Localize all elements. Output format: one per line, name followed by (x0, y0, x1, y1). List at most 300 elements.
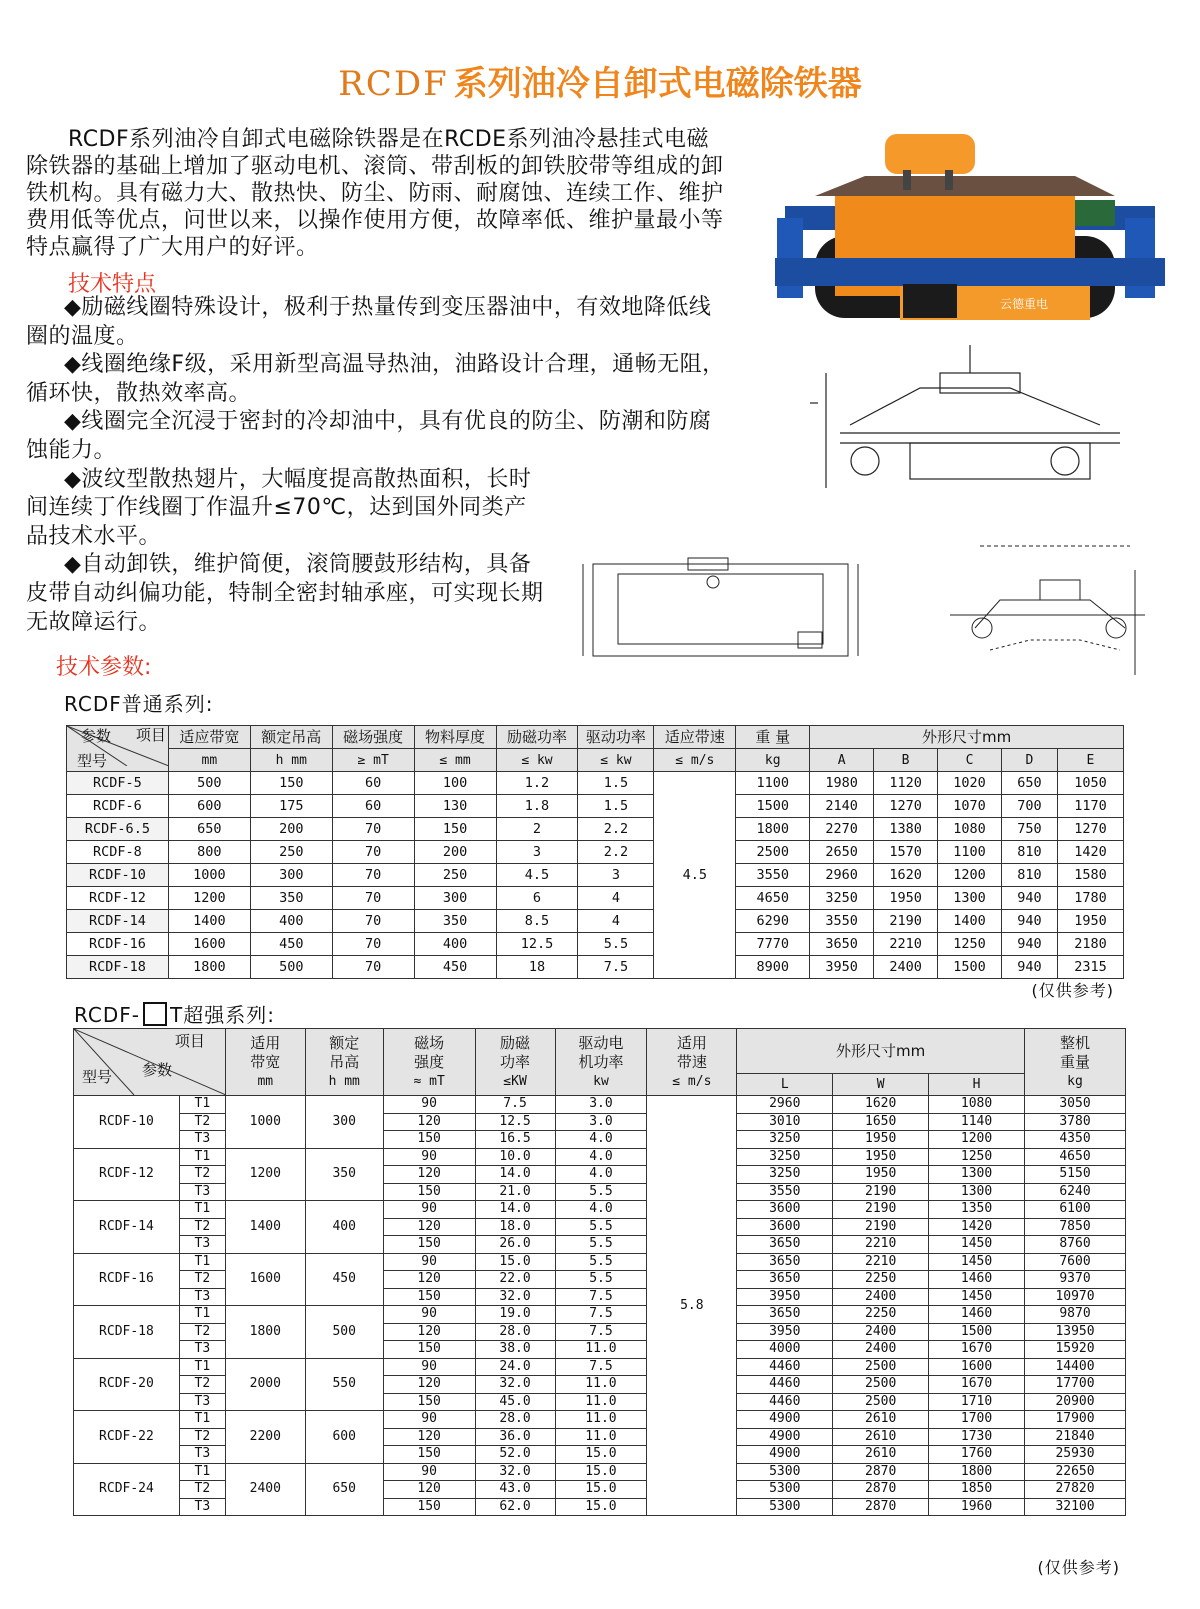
col-header: 重 量 (736, 726, 810, 749)
table-cell: 43.0 (475, 1481, 555, 1499)
table-row (74, 1148, 1126, 1166)
hang-height-cell: 300 (305, 1096, 383, 1149)
table-cell: 130 (414, 795, 496, 818)
corner-item-label: 项目 (135, 726, 166, 744)
table-cell: 2190 (833, 1201, 929, 1219)
col-header (1025, 1029, 1126, 1096)
table-cell: 3050 (1025, 1096, 1126, 1114)
table-cell: 70 (332, 910, 414, 933)
table-cell: 2270 (810, 818, 874, 841)
table-cell: 2610 (833, 1428, 929, 1446)
grade-cell: T2 (179, 1218, 225, 1236)
table-cell: 5.5 (555, 1236, 647, 1254)
model-cell: RCDF-16 (67, 933, 169, 956)
col-unit: ≤ m/s (654, 749, 736, 772)
table-cell: 1800 (736, 818, 810, 841)
table-row (67, 887, 1124, 910)
grade-cell: T1 (179, 1096, 225, 1114)
table-cell: 12.5 (496, 933, 578, 956)
table-cell: 1730 (929, 1428, 1025, 1446)
blank-box (143, 1002, 167, 1026)
table-cell: 3 (578, 864, 654, 887)
table-cell: 3250 (810, 887, 874, 910)
table-cell: 300 (250, 864, 332, 887)
col-header (647, 1029, 737, 1096)
col-unit: h mm (328, 1073, 360, 1089)
table-cell: 120 (383, 1428, 475, 1446)
col-unit: ≤ kw (496, 749, 578, 772)
table-cell: 2870 (833, 1498, 929, 1516)
table-cell: 3650 (737, 1253, 833, 1271)
side-view-drawing (810, 343, 1140, 503)
table-row (67, 933, 1124, 956)
table-cell: 3780 (1025, 1113, 1126, 1131)
col-unit: kw (593, 1073, 609, 1089)
table-cell: 25930 (1025, 1446, 1126, 1464)
table-cell: 4 (578, 910, 654, 933)
table-cell: 1600 (929, 1358, 1025, 1376)
table-cell: 1700 (929, 1411, 1025, 1429)
col-header-line: 励磁 (500, 1033, 531, 1052)
table-cell: 9370 (1025, 1271, 1126, 1289)
table-cell: 2250 (833, 1271, 929, 1289)
table-cell: 22650 (1025, 1463, 1126, 1481)
feature-item: ◆自动卸铁，维护简便，滚筒腰鼓形结构，具备皮带自动纠偏功能，特制全密封轴承座，可实现长期无故障运行。 (26, 552, 544, 635)
end-view-drawing (950, 540, 1150, 685)
belt-width-cell: 1000 (225, 1096, 305, 1149)
table-cell: 3650 (737, 1236, 833, 1254)
table-cell: 1100 (736, 772, 810, 795)
table-cell: 4.0 (555, 1131, 647, 1149)
table-cell: 3550 (810, 910, 874, 933)
model-cell: RCDF-6.5 (67, 818, 169, 841)
col-unit: mm (257, 1073, 274, 1089)
table-cell: 1950 (874, 887, 938, 910)
table-row (74, 1201, 1126, 1219)
table-cell: 250 (250, 841, 332, 864)
col-unit: ≤KW (503, 1073, 527, 1089)
table-cell: 60 (332, 795, 414, 818)
dim-header: A (810, 749, 874, 772)
table-cell: 1350 (929, 1201, 1025, 1219)
table-cell: 3550 (736, 864, 810, 887)
table-cell: 150 (383, 1236, 475, 1254)
table-cell: 3.0 (555, 1113, 647, 1131)
table-cell: 2210 (874, 933, 938, 956)
table-cell: 120 (383, 1166, 475, 1184)
top-view-drawing (568, 552, 868, 672)
table-cell: 4350 (1025, 1131, 1126, 1149)
table-cell: 1070 (938, 795, 1002, 818)
reference-note: (仅供参考) (1037, 1558, 1120, 1577)
table-cell: 700 (1001, 795, 1057, 818)
table-cell: 3250 (737, 1131, 833, 1149)
table-cell: 1.5 (578, 772, 654, 795)
table-cell: 940 (1001, 887, 1057, 910)
table-cell: 38.0 (475, 1341, 555, 1359)
table-cell: 4000 (737, 1341, 833, 1359)
table-cell: 3250 (737, 1148, 833, 1166)
table-cell: 20900 (1025, 1393, 1126, 1411)
table-cell: 1200 (168, 887, 250, 910)
dim-header: E (1057, 749, 1123, 772)
table-cell: 1950 (833, 1148, 929, 1166)
table-row (74, 1253, 1126, 1271)
table-cell: 1950 (833, 1166, 929, 1184)
model-cell: RCDF-6 (67, 795, 169, 818)
grade-cell: T3 (179, 1183, 225, 1201)
table-cell: 3550 (737, 1183, 833, 1201)
table-cell: 1200 (929, 1131, 1025, 1149)
table-cell: 2500 (736, 841, 810, 864)
table-cell: 500 (168, 772, 250, 795)
table-cell: 15.0 (475, 1253, 555, 1271)
reference-note: (仅供参考) (1031, 981, 1114, 1000)
dim-header: W (833, 1074, 929, 1096)
table-cell: 1140 (929, 1113, 1025, 1131)
table-cell: 1850 (929, 1481, 1025, 1499)
col-header: 物料厚度 (414, 726, 496, 749)
table-cell: 14.0 (475, 1166, 555, 1184)
table-cell: 1170 (1057, 795, 1123, 818)
table-row (74, 1358, 1126, 1376)
table-cell: 400 (414, 933, 496, 956)
table-cell: 1080 (938, 818, 1002, 841)
series2-title-prefix: RCDF- (74, 1003, 140, 1027)
table-cell: 150 (383, 1498, 475, 1516)
table-cell: 1.8 (496, 795, 578, 818)
table-cell: 15.0 (555, 1481, 647, 1499)
table-cell: 2870 (833, 1463, 929, 1481)
table-cell: 1250 (929, 1148, 1025, 1166)
speed-cell: 4.5 (654, 772, 736, 979)
table-cell: 24.0 (475, 1358, 555, 1376)
table-cell: 5300 (737, 1463, 833, 1481)
table-cell: 2960 (810, 864, 874, 887)
table-cell: 150 (383, 1393, 475, 1411)
hang-height-cell: 350 (305, 1148, 383, 1201)
table-cell: 2400 (833, 1341, 929, 1359)
table-cell: 1450 (929, 1288, 1025, 1306)
table-cell: 5300 (737, 1481, 833, 1499)
table-cell: 2250 (833, 1306, 929, 1324)
table-cell: 70 (332, 933, 414, 956)
col-header-line: 强度 (414, 1052, 445, 1071)
table-cell: 4460 (737, 1376, 833, 1394)
table-cell: 62.0 (475, 1498, 555, 1516)
table-cell: 32.0 (475, 1288, 555, 1306)
grade-cell: T1 (179, 1358, 225, 1376)
table-cell: 15.0 (555, 1498, 647, 1516)
table-cell: 250 (414, 864, 496, 887)
table-cell: 90 (383, 1306, 475, 1324)
grade-cell: T2 (179, 1481, 225, 1499)
table-cell: 200 (414, 841, 496, 864)
table-cell: 1710 (929, 1393, 1025, 1411)
table-cell: 2.2 (578, 841, 654, 864)
table-row (67, 772, 1124, 795)
table-cell: 4.0 (555, 1148, 647, 1166)
col-unit: kg (736, 749, 810, 772)
hang-height-cell: 650 (305, 1463, 383, 1516)
table-cell: 1500 (938, 956, 1002, 979)
grade-cell: T2 (179, 1113, 225, 1131)
table-cell: 3 (496, 841, 578, 864)
table-cell: 32100 (1025, 1498, 1126, 1516)
grade-cell: T3 (179, 1236, 225, 1254)
table-cell: 4900 (737, 1428, 833, 1446)
table-cell: 1620 (874, 864, 938, 887)
col-header: 适应带宽 (168, 726, 250, 749)
table-cell: 2 (496, 818, 578, 841)
table-cell: 3600 (737, 1201, 833, 1219)
grade-cell: T3 (179, 1288, 225, 1306)
table-cell: 15.0 (555, 1446, 647, 1464)
model-cell: RCDF-14 (74, 1201, 180, 1254)
table-cell: 15920 (1025, 1341, 1126, 1359)
table-cell: 1450 (929, 1236, 1025, 1254)
col-header (305, 1029, 383, 1096)
table-cell: 1380 (874, 818, 938, 841)
table-cell: 16.5 (475, 1131, 555, 1149)
table-cell: 1800 (168, 956, 250, 979)
table-cell: 600 (168, 795, 250, 818)
grade-cell: T2 (179, 1166, 225, 1184)
model-cell: RCDF-22 (74, 1411, 180, 1464)
corner-model-label: 型号 (77, 752, 108, 770)
grade-cell: T3 (179, 1131, 225, 1149)
table-cell: 90 (383, 1358, 475, 1376)
table-cell: 650 (168, 818, 250, 841)
model-cell: RCDF-18 (67, 956, 169, 979)
model-cell: RCDF-18 (74, 1306, 180, 1359)
table-corner (74, 1029, 226, 1096)
table-cell: 7.5 (578, 956, 654, 979)
col-unit: ≤ mm (414, 749, 496, 772)
table-cell: 90 (383, 1411, 475, 1429)
table-cell: 1420 (929, 1218, 1025, 1236)
table-cell: 1780 (1057, 887, 1123, 910)
grade-cell: T2 (179, 1323, 225, 1341)
title-cn: 系列油冷自卸式电磁除铁器 (453, 64, 862, 104)
table-cell: 3650 (737, 1271, 833, 1289)
grade-cell: T1 (179, 1148, 225, 1166)
params-heading: 技术参数: (56, 655, 152, 680)
table-cell: 150 (250, 772, 332, 795)
table-cell: 6100 (1025, 1201, 1126, 1219)
table-cell: 8.5 (496, 910, 578, 933)
table-cell: 7600 (1025, 1253, 1126, 1271)
col-header-line: 额定 (329, 1033, 360, 1052)
table-cell: 4.5 (496, 864, 578, 887)
page-title (0, 56, 1200, 105)
table-cell: 1.2 (496, 772, 578, 795)
table-cell: 1800 (929, 1463, 1025, 1481)
table-cell: 6 (496, 887, 578, 910)
table-cell: 90 (383, 1096, 475, 1114)
table-cell: 4.0 (555, 1166, 647, 1184)
table-cell: 2210 (833, 1253, 929, 1271)
series2-title (74, 999, 275, 1028)
model-cell: RCDF-5 (67, 772, 169, 795)
col-header-line: 吊高 (329, 1052, 360, 1071)
table-cell: 100 (414, 772, 496, 795)
belt-width-cell: 2000 (225, 1358, 305, 1411)
table-cell: 3950 (737, 1323, 833, 1341)
table-cell: 5.5 (578, 933, 654, 956)
col-header-line: 驱动电 (578, 1033, 624, 1052)
table-cell: 1980 (810, 772, 874, 795)
col-header-line: 整机 (1060, 1033, 1091, 1052)
table-cell: 3650 (737, 1306, 833, 1324)
table-cell: 2190 (874, 910, 938, 933)
table-cell: 2400 (833, 1323, 929, 1341)
table-cell: 12.5 (475, 1113, 555, 1131)
table-row (74, 1411, 1126, 1429)
grade-cell: T2 (179, 1271, 225, 1289)
features-heading: 技术特点 (68, 272, 157, 297)
table-cell: 940 (1001, 956, 1057, 979)
model-cell: RCDF-12 (74, 1148, 180, 1201)
col-header-line: 带速 (676, 1052, 707, 1071)
hang-height-cell: 450 (305, 1253, 383, 1306)
table-cell: 19.0 (475, 1306, 555, 1324)
grade-cell: T1 (179, 1411, 225, 1429)
hang-height-cell: 550 (305, 1358, 383, 1411)
model-cell: RCDF-16 (74, 1253, 180, 1306)
table-cell: 28.0 (475, 1411, 555, 1429)
table-cell: 2500 (833, 1393, 929, 1411)
table-cell: 1200 (938, 864, 1002, 887)
table-cell: 11.0 (555, 1411, 647, 1429)
table-cell: 11.0 (555, 1428, 647, 1446)
table-row (67, 795, 1124, 818)
table-cell: 5150 (1025, 1166, 1126, 1184)
dim-header: L (737, 1074, 833, 1096)
table-cell: 120 (383, 1481, 475, 1499)
table-cell: 1670 (929, 1341, 1025, 1359)
table-cell: 4460 (737, 1358, 833, 1376)
table-cell: 2500 (833, 1358, 929, 1376)
table-cell: 1580 (1057, 864, 1123, 887)
table-cell: 5300 (737, 1498, 833, 1516)
table-cell: 2140 (810, 795, 874, 818)
table-cell: 2610 (833, 1411, 929, 1429)
col-header-line: 功率 (500, 1052, 531, 1071)
table-cell: 750 (1001, 818, 1057, 841)
table-cell: 21.0 (475, 1183, 555, 1201)
table-cell: 450 (414, 956, 496, 979)
table-cell: 7770 (736, 933, 810, 956)
speed-cell: 5.8 (647, 1096, 737, 1516)
model-cell: RCDF-10 (67, 864, 169, 887)
col-header: 适应带速 (654, 726, 736, 749)
table-cell: 1500 (929, 1323, 1025, 1341)
table-cell: 2210 (833, 1236, 929, 1254)
table-cell: 800 (168, 841, 250, 864)
feature-item: ◆波纹型散热翅片，大幅度提高散热面积，长时间连续丁作线圈丁作温升≤70℃，达到国外同类产品技术水平。 (26, 466, 532, 549)
col-header: 额定吊高 (250, 726, 332, 749)
table-cell: 18.0 (475, 1218, 555, 1236)
table-cell: 2960 (737, 1096, 833, 1114)
table-cell: 1620 (833, 1096, 929, 1114)
table-cell: 26.0 (475, 1236, 555, 1254)
table-cell: 2190 (833, 1183, 929, 1201)
table-cell: 120 (383, 1218, 475, 1236)
table-cell: 5.5 (555, 1218, 647, 1236)
table-cell: 350 (250, 887, 332, 910)
model-cell: RCDF-10 (74, 1096, 180, 1149)
grade-cell: T1 (179, 1253, 225, 1271)
table-cell: 1450 (929, 1253, 1025, 1271)
table-cell: 4650 (736, 887, 810, 910)
table-cell: 810 (1001, 864, 1057, 887)
table-cell: 27820 (1025, 1481, 1126, 1499)
model-cell: RCDF-12 (67, 887, 169, 910)
table-cell: 1270 (874, 795, 938, 818)
table-cell: 1300 (929, 1166, 1025, 1184)
grade-cell: T2 (179, 1428, 225, 1446)
table-row (74, 1463, 1126, 1481)
table-cell: 32.0 (475, 1376, 555, 1394)
col-unit: kg (1067, 1073, 1083, 1089)
table-cell: 150 (383, 1288, 475, 1306)
table-cell: 1670 (929, 1376, 1025, 1394)
table-cell: 7.5 (555, 1306, 647, 1324)
table-cell: 1460 (929, 1271, 1025, 1289)
table-cell: 1270 (1057, 818, 1123, 841)
table-cell: 11.0 (555, 1341, 647, 1359)
belt-width-cell: 1800 (225, 1306, 305, 1359)
table-cell: 2400 (833, 1288, 929, 1306)
col-header: 磁场强度 (332, 726, 414, 749)
table-cell: 1960 (929, 1498, 1025, 1516)
table-cell: 1950 (1057, 910, 1123, 933)
table-cell: 1420 (1057, 841, 1123, 864)
table-cell: 17700 (1025, 1376, 1126, 1394)
table-cell: 8900 (736, 956, 810, 979)
table-cell: 1600 (168, 933, 250, 956)
table-cell: 1760 (929, 1446, 1025, 1464)
table-cell: 450 (250, 933, 332, 956)
table-cell: 1300 (929, 1183, 1025, 1201)
table-cell: 120 (383, 1376, 475, 1394)
col-unit: ≥ mT (332, 749, 414, 772)
table-cell: 350 (414, 910, 496, 933)
grade-cell: T2 (179, 1376, 225, 1394)
table-cell: 2315 (1057, 956, 1123, 979)
table-cell: 150 (414, 818, 496, 841)
col-header: 驱动功率 (578, 726, 654, 749)
table-cell: 70 (332, 956, 414, 979)
table-cell: 3600 (737, 1218, 833, 1236)
col-header-line: 重量 (1060, 1052, 1091, 1071)
table-cell: 10970 (1025, 1288, 1126, 1306)
series2-title-suffix: T超强系列: (170, 1003, 275, 1027)
table-cell: 400 (250, 910, 332, 933)
dim-header: D (1001, 749, 1057, 772)
table-cell: 90 (383, 1148, 475, 1166)
table-cell: 650 (1001, 772, 1057, 795)
table-cell: 15.0 (555, 1463, 647, 1481)
table-cell: 60 (332, 772, 414, 795)
hang-height-cell: 400 (305, 1201, 383, 1254)
table-cell: 4460 (737, 1393, 833, 1411)
table-cell: 1500 (736, 795, 810, 818)
title-latin: RCDF (338, 64, 449, 104)
hang-height-cell: 600 (305, 1411, 383, 1464)
col-header (225, 1029, 305, 1096)
